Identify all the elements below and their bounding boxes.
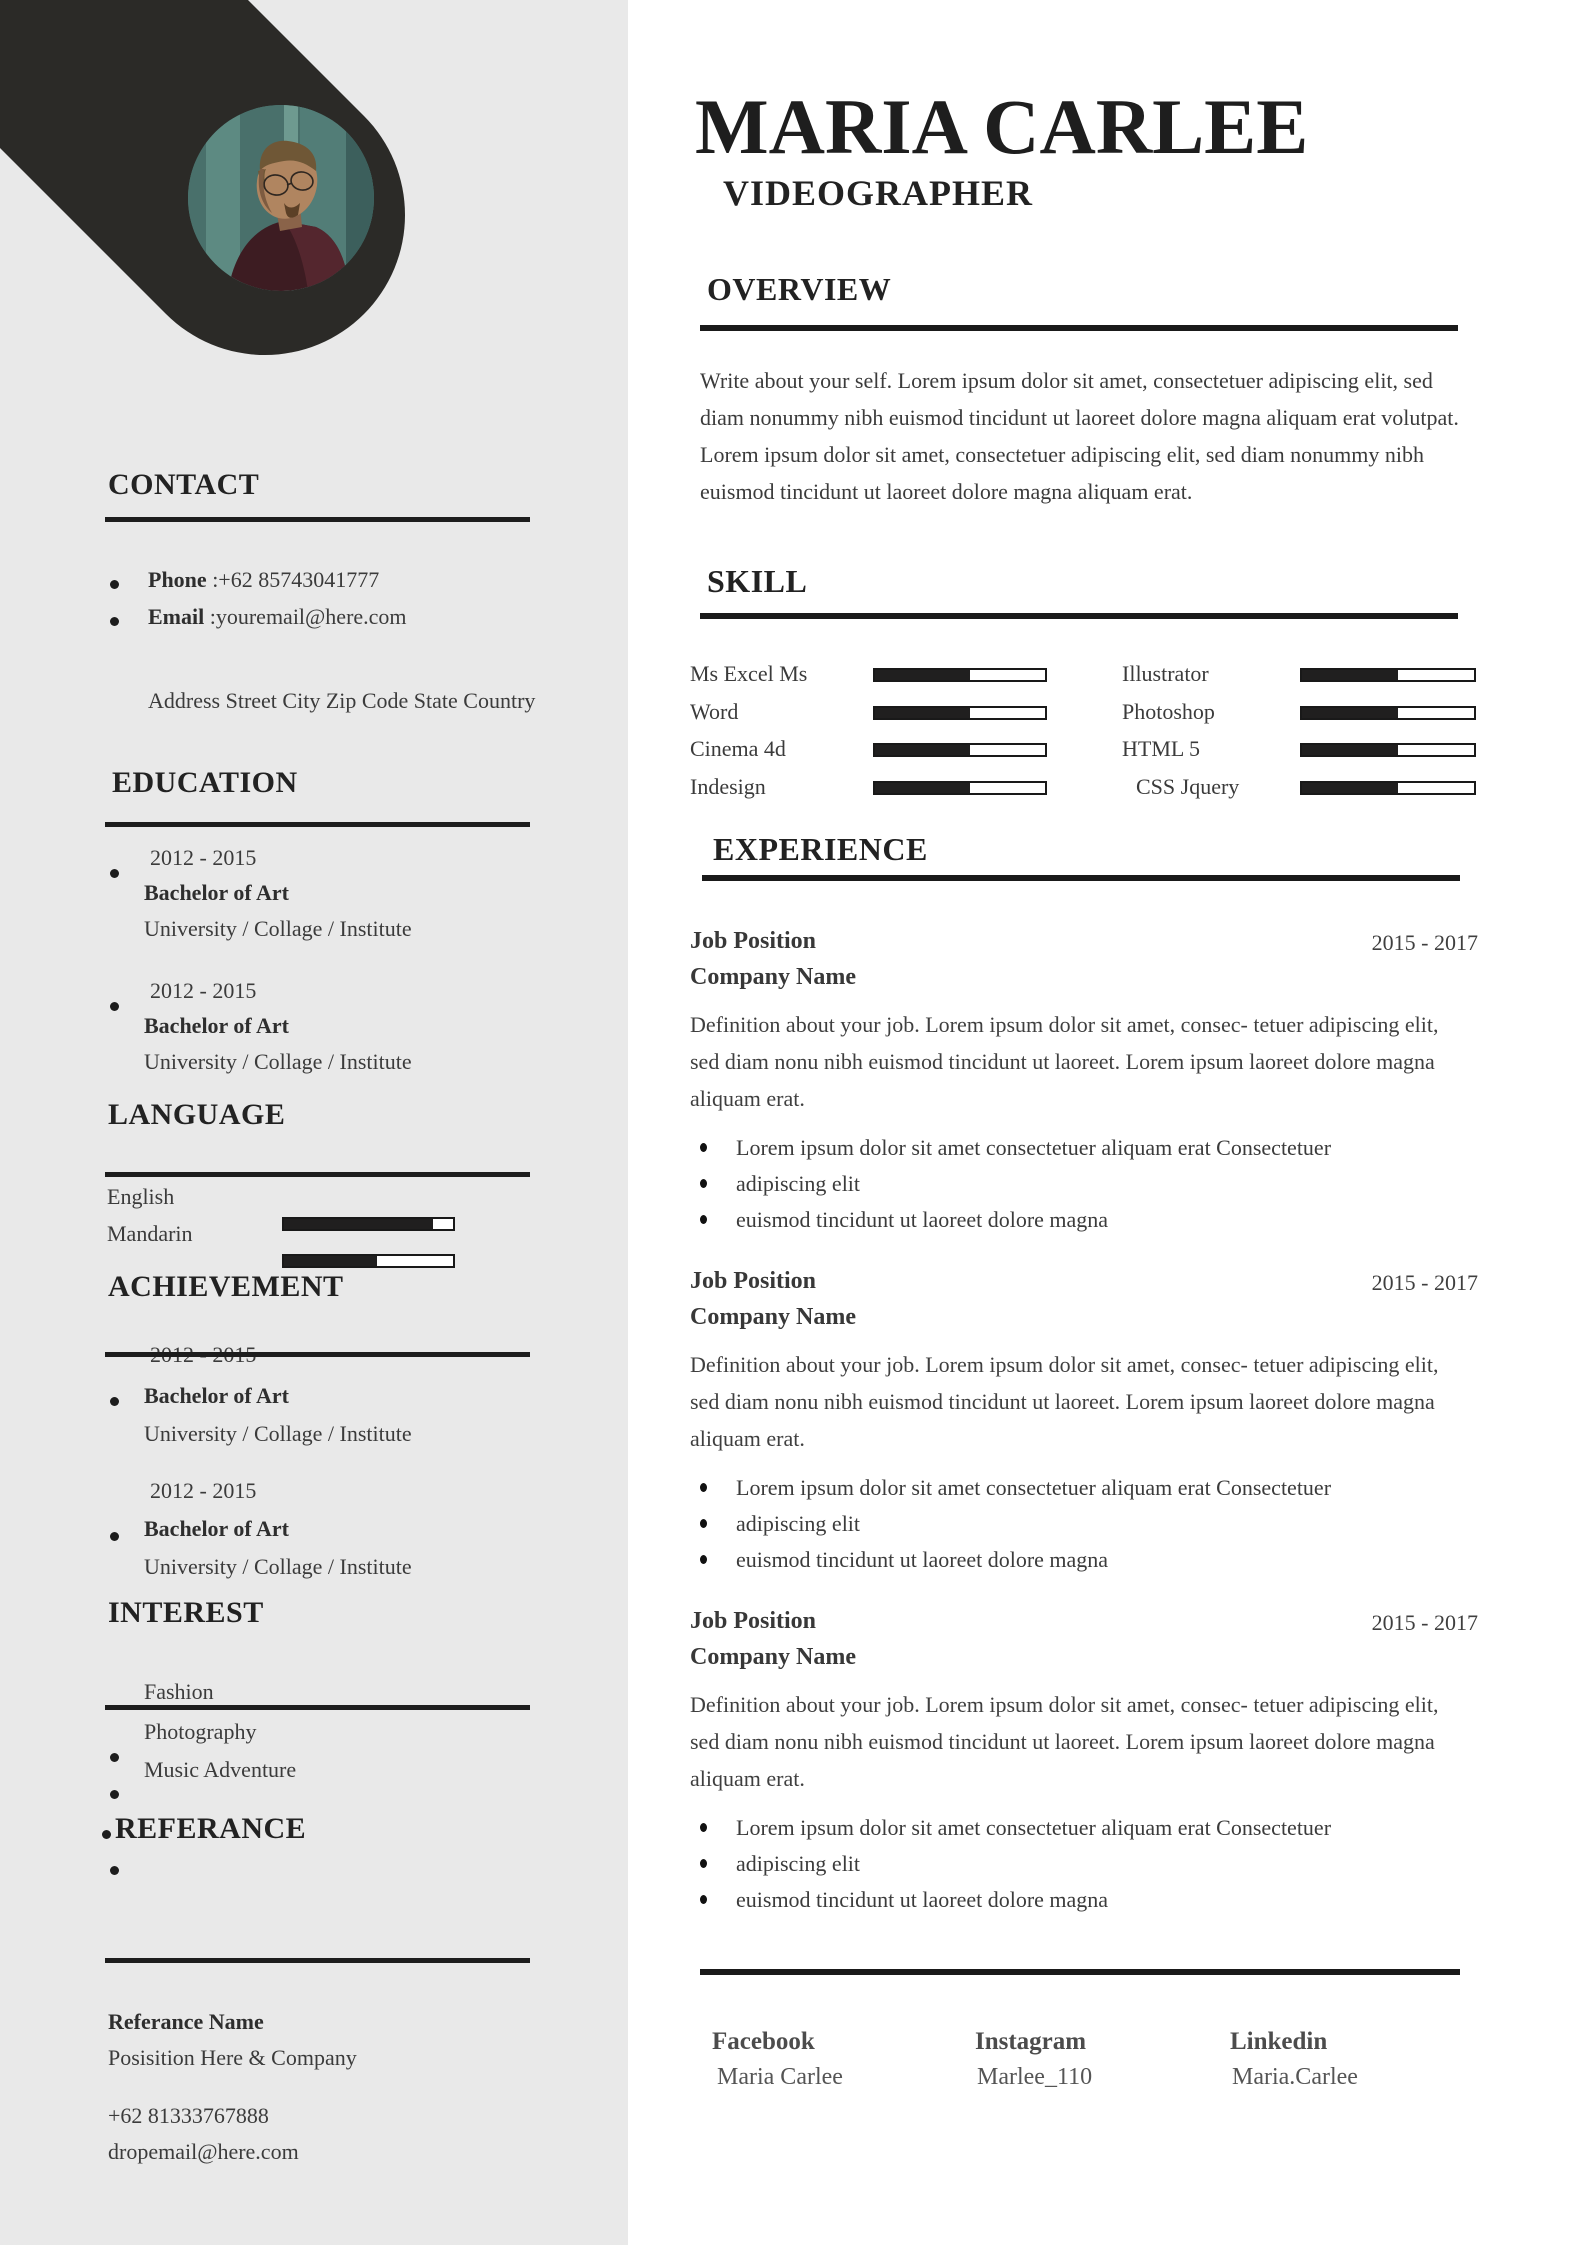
education-period: 2012 - 2015 — [150, 845, 257, 870]
job-title: Job Position — [690, 1608, 817, 1634]
footer-divider — [700, 1969, 1460, 1975]
language-section-title: LANGUAGE — [108, 1098, 286, 1131]
job-bullet-text: Lorem ipsum dolor sit amet consectetuer aliquam erat Consectetuer — [736, 1815, 1332, 1840]
job-period: 2015 - 2017 — [1371, 1270, 1478, 1295]
job-bullet-text: adipiscing elit — [736, 1511, 861, 1536]
bullet-icon — [110, 1753, 119, 1762]
language-level-bar — [282, 1254, 455, 1268]
interest-item: Music Adventure — [144, 1757, 297, 1782]
education-divider — [105, 822, 530, 827]
job-bullet — [690, 1810, 1478, 1846]
bullet-icon — [110, 1002, 119, 1011]
skill-name: Ms Excel Ms — [690, 661, 808, 686]
job-bullet-text: Lorem ipsum dolor sit amet consectetuer aliquam erat Consectetuer — [736, 1475, 1332, 1500]
bullet-icon — [700, 1823, 707, 1832]
skill-name: Indesign — [690, 774, 766, 799]
job-bullet-text: euismod tincidunt ut laoreet dolore magna — [736, 1887, 1109, 1912]
person-role: VIDEOGRAPHER — [723, 173, 1034, 213]
bullet-icon — [110, 1397, 119, 1406]
job-company: Company Name — [690, 964, 856, 990]
contact-email-value: :youremail@here.com — [209, 604, 407, 629]
contact-divider — [105, 517, 530, 522]
skill-level-bar — [873, 743, 1047, 757]
job-period: 2015 - 2017 — [1371, 930, 1478, 955]
experience-section-title: EXPERIENCE — [713, 831, 928, 867]
reference-name: Referance Name — [108, 2009, 264, 2034]
bullet-icon — [700, 1143, 707, 1152]
bullet-icon — [102, 1830, 111, 1839]
skill-name: Photoshop — [1122, 699, 1215, 724]
skill-level-bar — [1300, 668, 1476, 682]
overview-text: Write about your self. Lorem ipsum dolor sit amet, consectetuer adipiscing elit, sed diam nonummy nibh euismod tincidunt ut laoreet dolore magna aliquam erat volutpat. Lorem ipsum dolor sit amet, consectetuer adipiscing elit, sed diam nonummy nibh euismod tincidunt ut laoreet dolore magna aliquam erat. — [700, 368, 1459, 504]
job-bullet — [690, 1882, 1478, 1918]
interest-item: Fashion — [144, 1679, 214, 1704]
job-company: Company Name — [690, 1304, 856, 1330]
education-section-title: EDUCATION — [112, 766, 298, 799]
contact-email-label: Email — [148, 604, 205, 629]
achievement-period: 2012 - 2015 — [150, 1478, 257, 1503]
job-company: Company Name — [690, 1644, 856, 1670]
education-school: University / Collage / Institute — [144, 916, 412, 941]
language-level-bar — [282, 1217, 455, 1231]
contact-email — [148, 603, 407, 632]
contact-phone-label: Phone — [148, 567, 207, 592]
social-facebook-label: Facebook — [712, 2028, 815, 2055]
person-name: MARIA CARLEE — [695, 83, 1309, 170]
skill-level-bar — [1300, 781, 1476, 795]
job-bullet-text: adipiscing elit — [736, 1171, 861, 1196]
bullet-icon — [110, 869, 119, 878]
skill-name: CSS Jquery — [1136, 774, 1240, 799]
job-period: 2015 - 2017 — [1371, 1610, 1478, 1635]
job-description: Definition about your job. Lorem ipsum dolor sit amet, consec- tetuer adipiscing elit, sed diam nonu nibh euismod tincidunt ut laoreet. Lorem ipsum laoreet dolore magna aliquam erat. — [690, 1012, 1439, 1111]
job-bullet-text: euismod tincidunt ut laoreet dolore magna — [736, 1547, 1109, 1572]
skill-name: Word — [690, 699, 739, 724]
job-bullet — [690, 1130, 1478, 1166]
job-bullet-text: euismod tincidunt ut laoreet dolore magna — [736, 1207, 1109, 1232]
skill-level-bar — [1300, 743, 1476, 757]
job-title: Job Position — [690, 1268, 817, 1294]
job-bullet — [690, 1202, 1478, 1238]
skill-divider — [700, 613, 1458, 619]
job-title: Job Position — [690, 928, 817, 954]
overview-divider — [700, 325, 1458, 331]
education-degree: Bachelor of Art — [144, 880, 290, 905]
skill-section-title: SKILL — [707, 563, 808, 599]
reference-divider — [105, 1958, 530, 1963]
experience-entry — [690, 1268, 1478, 1578]
job-bullet-list — [690, 1810, 1478, 1918]
bullet-icon — [700, 1215, 707, 1224]
skill-level-bar — [873, 781, 1047, 795]
bullet-icon — [110, 580, 119, 589]
experience-divider — [702, 875, 1460, 881]
bullet-icon — [700, 1519, 707, 1528]
social-instagram-value: Marlee_110 — [977, 2064, 1093, 2090]
skill-level-bar — [873, 668, 1047, 682]
social-facebook-value: Maria Carlee — [717, 2064, 843, 2090]
job-description: Definition about your job. Lorem ipsum dolor sit amet, consec- tetuer adipiscing elit, sed diam nonu nibh euismod tincidunt ut laoreet. Lorem ipsum laoreet dolore magna aliquam erat. — [690, 1692, 1439, 1791]
social-instagram-label: Instagram — [975, 2028, 1087, 2055]
reference-section-title: REFERANCE — [115, 1812, 307, 1845]
profile-photo — [188, 105, 374, 291]
job-bullet-list — [690, 1130, 1478, 1238]
experience-entry — [690, 1608, 1478, 1918]
job-bullet — [690, 1166, 1478, 1202]
interest-divider — [105, 1705, 530, 1710]
job-bullet — [690, 1470, 1478, 1506]
social-linkedin-value: Maria.Carlee — [1232, 2064, 1358, 2090]
bullet-icon — [110, 1866, 119, 1875]
education-degree: Bachelor of Art — [144, 1013, 290, 1038]
bullet-icon — [110, 1532, 119, 1541]
job-description: Definition about your job. Lorem ipsum dolor sit amet, consec- tetuer adipiscing elit, sed diam nonu nibh euismod tincidunt ut laoreet. Lorem ipsum laoreet dolore magna aliquam erat. — [690, 1352, 1439, 1451]
bullet-icon — [700, 1895, 707, 1904]
contact-phone — [148, 566, 379, 595]
bullet-icon — [700, 1179, 707, 1188]
job-bullet-text: adipiscing elit — [736, 1851, 861, 1876]
achievement-school: University / Collage / Institute — [144, 1554, 412, 1579]
achievement-section-title: ACHIEVEMENT — [108, 1270, 344, 1303]
interest-item: Photography — [144, 1719, 257, 1744]
experience-entry — [690, 928, 1478, 1238]
profile-photo-illustration — [188, 105, 374, 291]
reference-phone: +62 81333767888 — [108, 2103, 269, 2128]
language-name: English — [107, 1184, 175, 1209]
interest-section-title: INTEREST — [108, 1596, 264, 1629]
overview-section-title: OVERVIEW — [707, 271, 892, 307]
language-name: Mandarin — [107, 1221, 193, 1246]
job-bullet-text: Lorem ipsum dolor sit amet consectetuer aliquam erat Consectetuer — [736, 1135, 1332, 1160]
bullet-icon — [110, 1790, 119, 1799]
contact-phone-value: :+62 85743041777 — [212, 567, 380, 592]
contact-section-title: CONTACT — [108, 468, 260, 501]
job-bullet-list — [690, 1470, 1478, 1578]
achievement-degree: Bachelor of Art — [144, 1383, 290, 1408]
job-bullet — [690, 1846, 1478, 1882]
skill-name: HTML 5 — [1122, 736, 1201, 761]
skill-name: Cinema 4d — [690, 736, 786, 761]
bullet-icon — [700, 1483, 707, 1492]
reference-email: dropemail@here.com — [108, 2139, 299, 2164]
achievement-divider — [105, 1352, 530, 1357]
achievement-degree: Bachelor of Art — [144, 1516, 290, 1541]
job-bullet — [690, 1542, 1478, 1578]
education-school: University / Collage / Institute — [144, 1049, 412, 1074]
skill-level-bar — [1300, 706, 1476, 720]
achievement-school: University / Collage / Institute — [144, 1421, 412, 1446]
skill-level-bar — [873, 706, 1047, 720]
bullet-icon — [110, 617, 119, 626]
contact-address: Address Street City Zip Code State Country — [148, 688, 536, 713]
reference-position: Posisition Here & Company — [108, 2045, 357, 2070]
bullet-icon — [700, 1555, 707, 1564]
social-linkedin-label: Linkedin — [1230, 2028, 1328, 2055]
skill-name: Illustrator — [1122, 661, 1209, 686]
bullet-icon — [700, 1859, 707, 1868]
education-period: 2012 - 2015 — [150, 978, 257, 1003]
job-bullet — [690, 1506, 1478, 1542]
language-divider — [105, 1172, 530, 1177]
